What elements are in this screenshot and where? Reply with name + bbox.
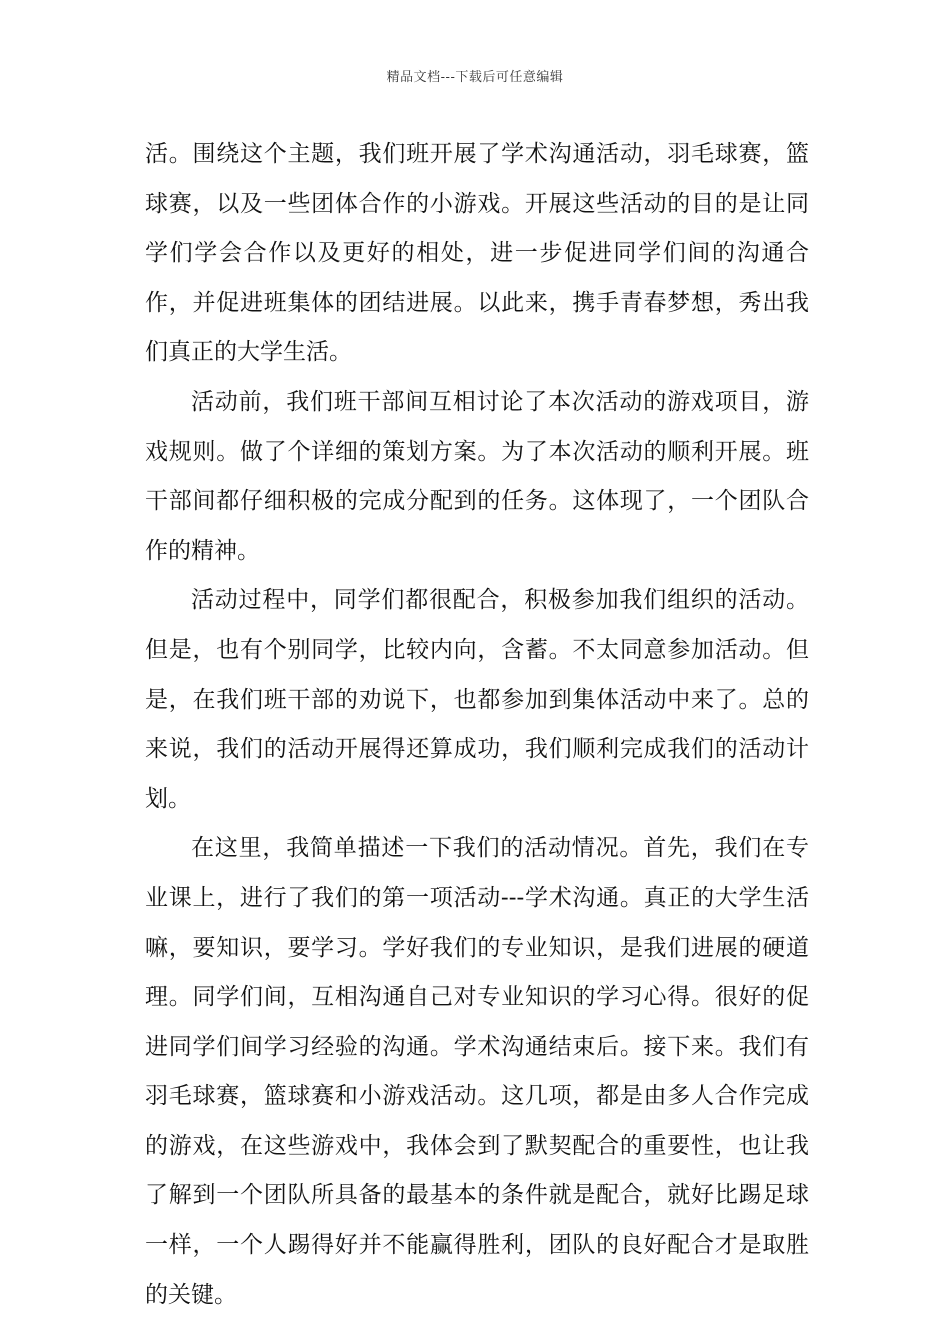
document-body xyxy=(145,130,809,1320)
paragraph: 在这里，我简单描述一下我们的活动情况。首先，我们在专业课上，进行了我们的第一项活动---学术沟通。真正的大学生活嘛，要知识，要学习。学好我们的专业知识，是我们进展的硬道理。同学们间，互相沟通自己对专业知识的学习心得。很好的促进同学们间学习经验的沟通。学术沟通结束后。接下来。我们有羽毛球赛，篮球赛和小游戏活动。这几项，都是由多人合作完成的游戏，在这些游戏中，我体会到了默契配合的重要性，也让我了解到一个团队所具备的最基本的条件就是配合，就好比踢足球一样，一个人踢得好并不能赢得胜利，团队的良好配合才是取胜的关键。 xyxy=(145,835,809,1308)
paragraph: 活动前，我们班干部间互相讨论了本次活动的游戏项目，游戏规则。做了个详细的策划方案。为了本次活动的顺利开展。班干部间都仔细积极的完成分配到的任务。这体现了，一个团队合作的精神。 xyxy=(145,388,809,564)
page-header: 精品文档---下载后可任意编辑 xyxy=(386,70,564,85)
paragraph-continuation: 活。围绕这个主题，我们班开展了学术沟通活动，羽毛球赛，篮球赛，以及一些团体合作的小游戏。开展这些活动的目的是让同学们学会合作以及更好的相处，进一步促进同学们间的沟通合作，并促进班集体的团结进展。以此来，携手青春梦想，秀出我们真正的大学生活。 xyxy=(145,141,809,366)
paragraph: 活动过程中，同学们都很配合，积极参加我们组织的活动。但是，也有个别同学，比较内向，含蓄。不太同意参加活动。但是，在我们班干部的劝说下，也都参加到集体活动中来了。总的来说，我们的活动开展得还算成功，我们顺利完成我们的活动计划。 xyxy=(145,587,809,812)
